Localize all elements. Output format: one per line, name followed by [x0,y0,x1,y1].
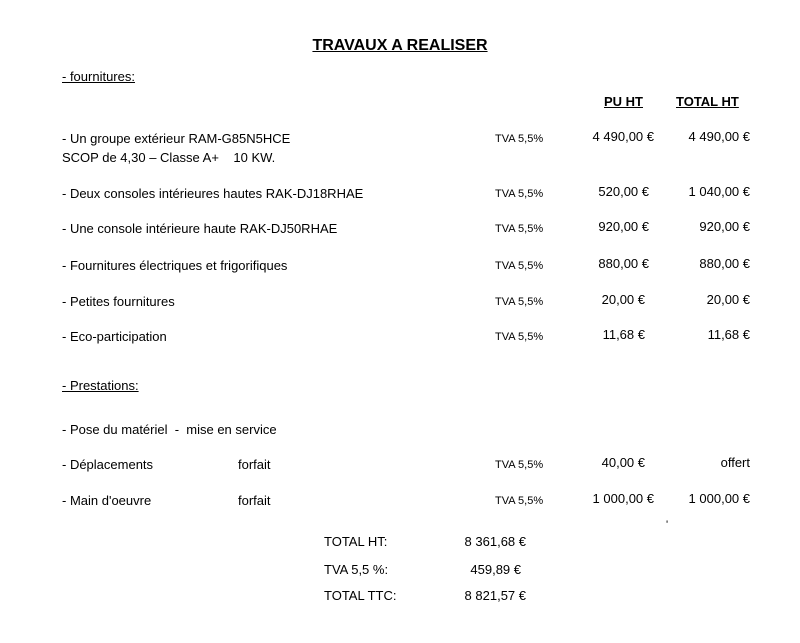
item-unit-price: 1 000,00 € [592,491,654,506]
stray-mark: ' [666,519,669,531]
item-description: - Une console intérieure haute RAK-DJ50RHAE [62,221,338,236]
column-header-total-ht: TOTAL HT [676,94,739,109]
item-unit-price: 920,00 € [598,219,649,234]
total-ht-value: 8 361,68 € [464,534,526,549]
item-unit-price: 20,00 € [601,292,645,307]
section-heading-prestations: - Prestations: [62,378,139,393]
item-description: - Pose du matériel - mise en service [62,422,277,437]
item-total: 920,00 € [699,219,750,234]
item-unit-price: 11,68 € [602,327,645,342]
item-total: 11,68 € [707,327,750,342]
item-total: 4 490,00 € [688,129,750,144]
section-heading-fournitures: - fournitures: [62,69,135,84]
item-description: - Deux consoles intérieures hautes RAK-DJ18RHAE [62,186,364,201]
item-unit-price: 880,00 € [598,256,649,271]
item-tva: TVA 5,5% [495,296,544,308]
item-unit-price: 520,00 € [598,184,649,199]
item-tva: TVA 5,5% [495,260,544,272]
item-total: 20,00 € [706,292,750,307]
item-total: offert [720,455,750,470]
total-ttc-value: 8 821,57 € [464,588,526,603]
item-unit-price: 4 490,00 € [592,129,654,144]
item-unit: forfait [238,493,271,508]
item-total: 880,00 € [699,256,750,271]
item-tva: TVA 5,5% [495,459,544,471]
tva-value: 459,89 € [470,562,521,577]
item-tva: TVA 5,5% [495,188,544,200]
page-title: TRAVAUX A REALISER [312,37,488,54]
item-unit-price: 40,00 € [601,455,645,470]
item-tva: TVA 5,5% [495,495,544,507]
total-ht-label: TOTAL HT: [324,534,388,549]
item-description: - Déplacements [62,457,154,472]
item-description: - Eco-participation [62,329,167,344]
item-tva: TVA 5,5% [495,133,544,145]
column-header-pu-ht: PU HT [604,94,643,109]
item-total: 1 040,00 € [688,184,750,199]
item-description: - Fournitures électriques et frigorifiques [62,258,288,273]
total-ttc-label: TOTAL TTC: [324,588,397,603]
item-description-detail: SCOP de 4,30 – Classe A+ 10 KW. [62,150,276,165]
tva-label: TVA 5,5 %: [324,562,389,577]
item-description: - Un groupe extérieur RAM-G85N5HCE [62,131,291,146]
item-unit: forfait [238,457,271,472]
item-tva: TVA 5,5% [495,223,544,235]
item-description: - Main d'oeuvre [62,493,152,508]
item-description: - Petites fournitures [62,294,175,309]
item-total: 1 000,00 € [688,491,750,506]
item-tva: TVA 5,5% [495,331,544,343]
